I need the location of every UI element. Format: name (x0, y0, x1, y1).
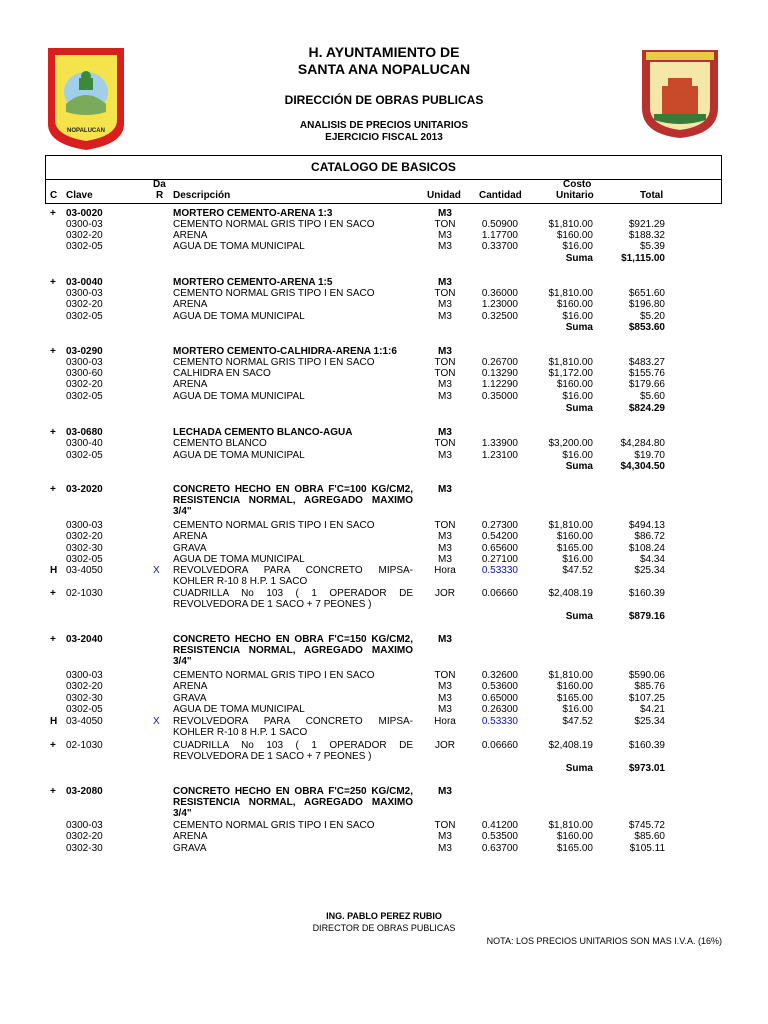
table-row (0, 391, 768, 403)
row-total: $85.76 (634, 681, 665, 692)
sum-row (0, 611, 768, 623)
row-cantidad: 0.41200 (481, 820, 518, 831)
row-unidad: JOR (435, 588, 455, 599)
row-total: $5.39 (639, 241, 665, 252)
table-row (0, 704, 768, 716)
row-description-line-3: 3/4" (173, 656, 192, 667)
row-costo: $1,810.00 (548, 219, 593, 230)
row-unidad: M3 (438, 299, 452, 310)
row-clave: 0300-03 (66, 357, 103, 368)
row-costo: $1,172.00 (548, 368, 593, 379)
row-code-type: H (50, 565, 58, 576)
row-description-line-2: KOHLER R-10 8 H.P. 1 SACO (173, 727, 308, 738)
row-unidad: JOR (435, 740, 455, 751)
row-unidad: M3 (438, 531, 452, 542)
row-costo: $160.00 (556, 379, 593, 390)
row-cantidad: 0.32500 (481, 311, 518, 322)
table-row (0, 379, 768, 391)
row-cantidad: 0.26300 (481, 704, 518, 715)
row-costo: $160.00 (556, 831, 593, 842)
row-description: CONCRETO HECHO EN OBRA F'C=150 KG/CM2, (173, 634, 413, 645)
row-total: $25.34 (634, 716, 665, 727)
row-code-type: + (50, 427, 56, 438)
group-header-row (0, 484, 768, 517)
table-row (0, 241, 768, 253)
row-cantidad: 0.26700 (481, 357, 518, 368)
signer-role: DIRECTOR DE OBRAS PUBLICAS (312, 923, 456, 933)
table-row (0, 438, 768, 450)
row-costo: $160.00 (556, 681, 593, 692)
table-row (0, 588, 768, 610)
row-total: $853.60 (628, 322, 665, 333)
row-code-type: + (50, 346, 56, 357)
row-description: CUADRILLA No 103 ( 1 OPERADOR DE (173, 588, 413, 599)
row-total: $155.76 (628, 368, 665, 379)
row-clave: 03-0290 (66, 346, 103, 357)
row-total: $4,304.50 (620, 461, 665, 472)
row-costo: $16.00 (562, 554, 593, 565)
row-clave: 0300-03 (66, 820, 103, 831)
row-total: $108.24 (628, 543, 665, 554)
row-code-type: + (50, 740, 56, 751)
iva-note: NOTA: LOS PRECIOS UNITARIOS SON MAS I.V.A. (16%) (486, 936, 722, 946)
row-total: $196.80 (628, 299, 665, 310)
row-unidad: M3 (438, 554, 452, 565)
row-clave: 0302-20 (66, 831, 103, 842)
col-costo: Costo (563, 179, 592, 190)
row-clave: 0300-03 (66, 670, 103, 681)
row-costo: $16.00 (562, 391, 593, 402)
row-clave: 03-4050 (66, 716, 103, 727)
row-costo: $160.00 (556, 299, 593, 310)
table-row (0, 831, 768, 843)
row-total: $160.39 (628, 588, 665, 599)
row-description: CUADRILLA No 103 ( 1 OPERADOR DE (173, 740, 413, 751)
row-unidad: M3 (438, 786, 452, 797)
row-clave: 0302-05 (66, 311, 103, 322)
row-cantidad: 0.53500 (481, 831, 518, 842)
row-description: GRAVA (173, 543, 207, 554)
row-total: $105.11 (629, 843, 665, 854)
row-description: MORTERO CEMENTO-CALHIDRA-ARENA 1:1:6 (173, 346, 397, 357)
row-description: ARENA (173, 299, 208, 310)
row-cantidad: 1.17700 (481, 230, 518, 241)
sum-row (0, 403, 768, 415)
row-unidad: TON (434, 219, 456, 230)
row-description: MORTERO CEMENTO-ARENA 1:3 (173, 208, 333, 219)
row-description: CEMENTO NORMAL GRIS TIPO I EN SACO (173, 219, 375, 230)
sum-label: Suma (565, 763, 593, 774)
row-description: AGUA DE TOMA MUNICIPAL (173, 391, 305, 402)
fiscal-year: EJERCICIO FISCAL 2013 (325, 132, 443, 143)
row-cantidad: 0.50900 (481, 219, 518, 230)
row-clave: 0300-03 (66, 520, 103, 531)
row-costo: $165.00 (556, 543, 593, 554)
row-unidad: M3 (438, 543, 452, 554)
row-code-type: + (50, 277, 56, 288)
row-cantidad: 1.12290 (481, 379, 518, 390)
row-unidad: M3 (438, 843, 452, 854)
row-unidad: TON (434, 368, 456, 379)
sum-row (0, 763, 768, 775)
row-description: REVOLVEDORA PARA CONCRETO MIPSA- (173, 716, 413, 727)
row-cantidad: 0.33700 (481, 241, 518, 252)
row-cantidad: 0.53330 (481, 716, 518, 727)
row-unidad: M3 (438, 230, 452, 241)
group-header-row (0, 634, 768, 667)
row-cantidad: 0.06660 (481, 740, 518, 751)
row-description: CEMENTO BLANCO (173, 438, 267, 449)
row-cantidad: 0.65000 (481, 693, 518, 704)
row-costo: $2,408.19 (548, 588, 593, 599)
col-descripcion: Descripción (173, 190, 231, 201)
nopalucan-logo (46, 46, 126, 152)
row-unidad: M3 (438, 831, 452, 842)
col-unitario: Unitario (556, 190, 594, 201)
analysis-title: ANALISIS DE PRECIOS UNITARIOS (299, 120, 469, 131)
row-description-line-2: RESISTENCIA NORMAL, AGREGADO MAXIMO (173, 495, 413, 506)
row-total: $188.32 (628, 230, 665, 241)
col-clave: Clave (66, 190, 93, 201)
row-code-type: + (50, 484, 56, 495)
row-cantidad: 0.54200 (481, 531, 518, 542)
row-unidad: TON (434, 520, 456, 531)
row-costo: $47.52 (562, 565, 593, 576)
row-description-line-2: REVOLVEDORA DE 1 SACO + 7 PEONES ) (173, 751, 372, 762)
row-cantidad: 0.53600 (481, 681, 518, 692)
row-cantidad: 0.35000 (481, 391, 518, 402)
row-cantidad: 0.13290 (481, 368, 518, 379)
row-unidad: TON (434, 357, 456, 368)
row-total: $494.13 (628, 520, 665, 531)
row-clave: 03-0040 (66, 277, 103, 288)
table-row (0, 531, 768, 543)
row-unidad: TON (434, 438, 456, 449)
row-total: $879.16 (628, 611, 665, 622)
row-code-type: + (50, 208, 56, 219)
row-clave: 0302-05 (66, 391, 103, 402)
row-total: $973.01 (628, 763, 665, 774)
row-clave: 0302-05 (66, 554, 103, 565)
municipal-coat-of-arms (640, 48, 720, 140)
row-costo: $16.00 (562, 450, 593, 461)
row-total: $4.21 (639, 704, 665, 715)
signer-name: ING. PABLO PEREZ RUBIO (326, 911, 442, 921)
row-clave: 0300-40 (66, 438, 103, 449)
row-costo: $47.52 (562, 716, 593, 727)
row-total: $86.72 (634, 531, 665, 542)
row-costo: $3,200.00 (548, 438, 593, 449)
sum-label: Suma (565, 403, 593, 414)
row-description: REVOLVEDORA PARA CONCRETO MIPSA- (173, 565, 413, 576)
row-description: MORTERO CEMENTO-ARENA 1:5 (173, 277, 333, 288)
row-code-type: + (50, 786, 56, 797)
row-costo: $160.00 (556, 230, 593, 241)
row-description: ARENA (173, 230, 208, 241)
row-total: $4.34 (639, 554, 665, 565)
col-da: Da (153, 179, 166, 190)
row-total: $5.20 (639, 311, 665, 322)
table-row (0, 565, 768, 587)
col-r: R (156, 190, 164, 201)
title-line-1: H. AYUNTAMIENTO DE (308, 44, 460, 60)
col-total: Total (640, 190, 664, 201)
row-costo: $1,810.00 (548, 520, 593, 531)
row-costo: $2,408.19 (548, 740, 593, 751)
row-clave: 0302-20 (66, 299, 103, 310)
row-description: CONCRETO HECHO EN OBRA F'C=250 KG/CM2, (173, 786, 413, 797)
row-description: ARENA (173, 379, 208, 390)
row-unidad: M3 (438, 704, 452, 715)
row-total: $160.39 (628, 740, 665, 751)
sum-row (0, 461, 768, 473)
row-unidad: TON (434, 670, 456, 681)
row-clave: 0302-20 (66, 379, 103, 390)
row-description: CEMENTO NORMAL GRIS TIPO I EN SACO (173, 357, 375, 368)
row-description: AGUA DE TOMA MUNICIPAL (173, 704, 305, 715)
row-description: GRAVA (173, 693, 207, 704)
row-clave: 0300-60 (66, 368, 103, 379)
col-cantidad: Cantidad (479, 190, 522, 201)
table-row (0, 740, 768, 762)
table-row (0, 716, 768, 738)
row-description: ARENA (173, 831, 208, 842)
svg-text:NOPALUCAN: NOPALUCAN (67, 128, 105, 134)
row-clave: 03-0680 (66, 427, 103, 438)
row-clave: 0302-20 (66, 230, 103, 241)
row-clave: 0302-30 (66, 543, 103, 554)
row-cantidad: 0.36000 (481, 288, 518, 299)
row-description: ARENA (173, 681, 208, 692)
row-clave: 0302-30 (66, 843, 103, 854)
row-description: CEMENTO NORMAL GRIS TIPO I EN SACO (173, 520, 375, 531)
row-cantidad: 1.33900 (481, 438, 518, 449)
row-clave: 0300-03 (66, 288, 103, 299)
row-costo: $160.00 (556, 531, 593, 542)
row-clave: 0302-30 (66, 693, 103, 704)
row-unidad: M3 (438, 693, 452, 704)
row-clave: 03-2040 (66, 634, 103, 645)
row-costo: $16.00 (562, 704, 593, 715)
sum-label: Suma (565, 461, 593, 472)
row-unidad: M3 (438, 450, 452, 461)
col-unidad: Unidad (427, 190, 461, 201)
table-row (0, 681, 768, 693)
row-description: ARENA (173, 531, 208, 542)
row-clave: 0300-03 (66, 219, 103, 230)
row-costo: $1,810.00 (548, 357, 593, 368)
row-total: $25.34 (634, 565, 665, 576)
row-unidad: M3 (438, 484, 452, 495)
row-clave: 0302-20 (66, 681, 103, 692)
row-dr-mark: X (153, 716, 160, 727)
row-clave: 03-0020 (66, 208, 103, 219)
row-cantidad: 0.27300 (481, 520, 518, 531)
row-description: CEMENTO NORMAL GRIS TIPO I EN SACO (173, 288, 375, 299)
row-unidad: M3 (438, 208, 452, 219)
sum-row (0, 253, 768, 265)
row-costo: $1,810.00 (548, 670, 593, 681)
row-code-type: H (50, 716, 58, 727)
row-description-line-3: 3/4" (173, 506, 192, 517)
row-description-line-3: 3/4" (173, 808, 192, 819)
row-description: CEMENTO NORMAL GRIS TIPO I EN SACO (173, 670, 375, 681)
row-unidad: M3 (438, 391, 452, 402)
row-clave: 0302-05 (66, 704, 103, 715)
row-clave: 0302-20 (66, 531, 103, 542)
row-clave: 0302-05 (66, 450, 103, 461)
row-cantidad: 0.27100 (481, 554, 518, 565)
row-unidad: M3 (438, 311, 452, 322)
row-unidad: M3 (438, 241, 452, 252)
row-unidad: M3 (438, 681, 452, 692)
row-costo: $16.00 (562, 311, 593, 322)
row-description: AGUA DE TOMA MUNICIPAL (173, 554, 305, 565)
row-cantidad: 0.06660 (481, 588, 518, 599)
row-total: $745.72 (628, 820, 665, 831)
row-cantidad: 0.53330 (481, 565, 518, 576)
row-description-line-2: RESISTENCIA NORMAL, AGREGADO MAXIMO (173, 645, 413, 656)
row-unidad: TON (434, 288, 456, 299)
row-description: AGUA DE TOMA MUNICIPAL (173, 450, 305, 461)
row-clave: 03-4050 (66, 565, 103, 576)
row-description: AGUA DE TOMA MUNICIPAL (173, 311, 305, 322)
row-clave: 02-1030 (66, 740, 103, 751)
row-total: $1,115.00 (621, 253, 665, 264)
row-cantidad: 0.65600 (481, 543, 518, 554)
row-total: $179.66 (628, 379, 665, 390)
row-description: LECHADA CEMENTO BLANCO-AGUA (173, 427, 353, 438)
row-total: $483.27 (628, 357, 665, 368)
row-costo: $1,810.00 (548, 820, 593, 831)
row-total: $5.60 (639, 391, 665, 402)
catalog-title: CATALOGO DE BASICOS (311, 160, 456, 174)
row-clave: 03-2080 (66, 786, 103, 797)
row-total: $19.70 (634, 450, 665, 461)
sum-label: Suma (565, 611, 593, 622)
row-total: $4,284.80 (620, 438, 665, 449)
sum-row (0, 322, 768, 334)
row-clave: 0302-05 (66, 241, 103, 252)
group-header-row (0, 786, 768, 819)
row-cantidad: 0.32600 (481, 670, 518, 681)
row-description: CEMENTO NORMAL GRIS TIPO I EN SACO (173, 820, 375, 831)
row-description-line-2: KOHLER R-10 8 H.P. 1 SACO (173, 576, 308, 587)
sum-label: Suma (565, 322, 593, 333)
row-description: GRAVA (173, 843, 207, 854)
row-total: $590.06 (628, 670, 665, 681)
row-description-line-2: RESISTENCIA NORMAL, AGREGADO MAXIMO (173, 797, 413, 808)
row-cantidad: 0.63700 (481, 843, 518, 854)
row-clave: 03-2020 (66, 484, 103, 495)
row-unidad: M3 (438, 346, 452, 357)
row-costo: $165.00 (556, 693, 593, 704)
row-costo: $16.00 (562, 241, 593, 252)
row-cantidad: 1.23000 (481, 299, 518, 310)
col-c: C (50, 190, 58, 201)
row-dr-mark: X (153, 565, 160, 576)
title-line-2: SANTA ANA NOPALUCAN (297, 61, 471, 77)
row-unidad: TON (434, 820, 456, 831)
row-total: $107.25 (628, 693, 665, 704)
row-costo: $1,810.00 (548, 288, 593, 299)
row-description: CALHIDRA EN SACO (173, 368, 271, 379)
row-total: $824.29 (628, 403, 665, 414)
table-row (0, 843, 768, 855)
row-description: CONCRETO HECHO EN OBRA F'C=100 KG/CM2, (173, 484, 413, 495)
row-total: $651.60 (628, 288, 665, 299)
row-description: AGUA DE TOMA MUNICIPAL (173, 241, 305, 252)
row-total: $85.60 (634, 831, 665, 842)
row-costo: $165.00 (556, 843, 593, 854)
table-row (0, 299, 768, 311)
row-unidad: Hora (434, 565, 456, 576)
row-unidad: Hora (434, 716, 456, 727)
row-unidad: M3 (438, 277, 452, 288)
row-description-line-2: REVOLVEDORA DE 1 SACO + 7 PEONES ) (173, 599, 372, 610)
row-clave: 02-1030 (66, 588, 103, 599)
row-unidad: M3 (438, 634, 452, 645)
row-unidad: M3 (438, 379, 452, 390)
sum-label: Suma (565, 253, 593, 264)
catalog-header-box (45, 155, 722, 204)
row-unidad: M3 (438, 427, 452, 438)
row-code-type: + (50, 634, 56, 645)
row-total: $921.29 (628, 219, 665, 230)
department-title: DIRECCIÓN DE OBRAS PUBLICAS (284, 93, 484, 107)
row-cantidad: 1.23100 (481, 450, 518, 461)
row-code-type: + (50, 588, 56, 599)
